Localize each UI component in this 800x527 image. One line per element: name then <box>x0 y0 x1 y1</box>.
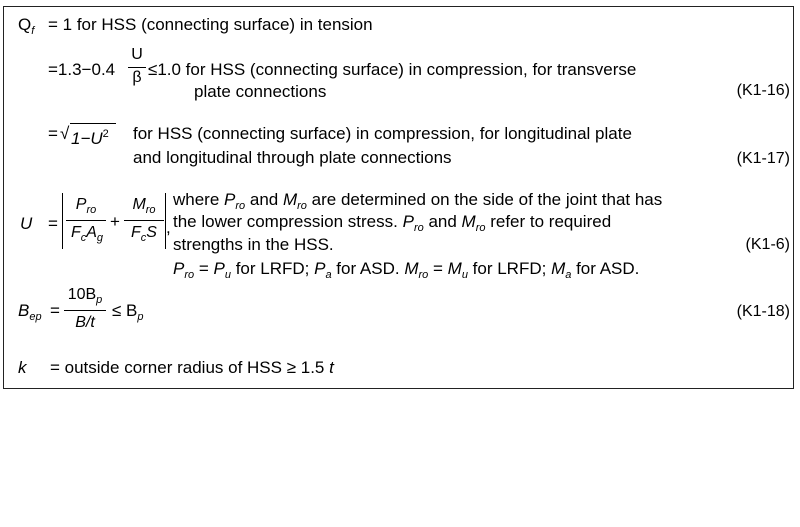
qf-frac-bar <box>128 67 146 68</box>
u-frac2-bar <box>124 220 164 221</box>
qf-symbol: $Q_f$ <box>18 15 35 37</box>
u-desc-line2: the lower compression stress. $P_{ro}$ and $M_{ro}$ refer to required <box>173 212 612 234</box>
qf-tension-line: = 1 for HSS (connecting surface) in tension <box>48 15 373 34</box>
k-symbol: k <box>18 358 27 377</box>
u-equals: = <box>48 214 58 233</box>
qf-compression-longitudinal: for HSS (connecting surface) in compression, for longitudinal plate <box>133 124 632 143</box>
equation-number-k1-16: (K1-16) <box>736 82 790 99</box>
qf-plate-connections: plate connections <box>194 82 327 101</box>
qf-sqrt-eq: = <box>48 124 58 143</box>
u-plus: + <box>110 212 120 231</box>
u-frac1-den: $F_cA_g$ <box>70 224 104 244</box>
bep-relation: ≤ $B_p$ <box>112 301 144 323</box>
qf-frac-den: β <box>132 69 142 86</box>
abs-bar-left <box>62 193 63 249</box>
bep-frac-den: B/t <box>75 314 95 331</box>
qf-compression-transverse: ≤1.0 for HSS (connecting surface) in compression, for transverse <box>148 60 637 79</box>
u-frac1-bar <box>66 220 106 221</box>
bep-symbol: $B_{ep}$ <box>18 301 42 323</box>
equation-number-k1-18: (K1-18) <box>736 303 790 320</box>
u-frac2-num: $M_{ro}$ <box>132 196 156 216</box>
qf-frac-num: U <box>131 46 143 63</box>
sqrt-sign-icon: √ <box>60 124 70 143</box>
bep-frac-num: $10B_p$ <box>67 286 103 306</box>
qf-compression-prefix: =1.3−0.4 <box>48 60 116 79</box>
u-desc-line4: $P_{ro} = P_u$ for LRFD; $P_a$ for ASD. $M_{ro} = M_u$ for LRFD; $M_a$ for ASD. <box>173 259 640 281</box>
qf-sqrt-radicand: $1-U^2$ <box>71 128 109 148</box>
u-symbol: U <box>20 214 33 233</box>
bep-frac-bar <box>64 310 106 311</box>
bep-equals: = <box>50 301 60 320</box>
k-definition: = outside corner radius of HSS ≥ 1.5 t <box>50 358 334 377</box>
qf-longitudinal-through: and longitudinal through plate connections <box>133 148 452 167</box>
equation-number-k1-17: (K1-17) <box>736 150 790 167</box>
u-frac1-num: $P_{ro}$ <box>75 196 97 216</box>
u-comma: , <box>166 218 171 237</box>
u-desc-line3: strengths in the HSS. <box>173 235 334 254</box>
u-frac2-den: $F_cS$ <box>131 224 157 244</box>
equation-number-k1-6: (K1-6) <box>745 236 790 253</box>
u-desc-line1: where $P_{ro}$ and $M_{ro}$ are determined on the side of the joint that has <box>173 190 663 212</box>
